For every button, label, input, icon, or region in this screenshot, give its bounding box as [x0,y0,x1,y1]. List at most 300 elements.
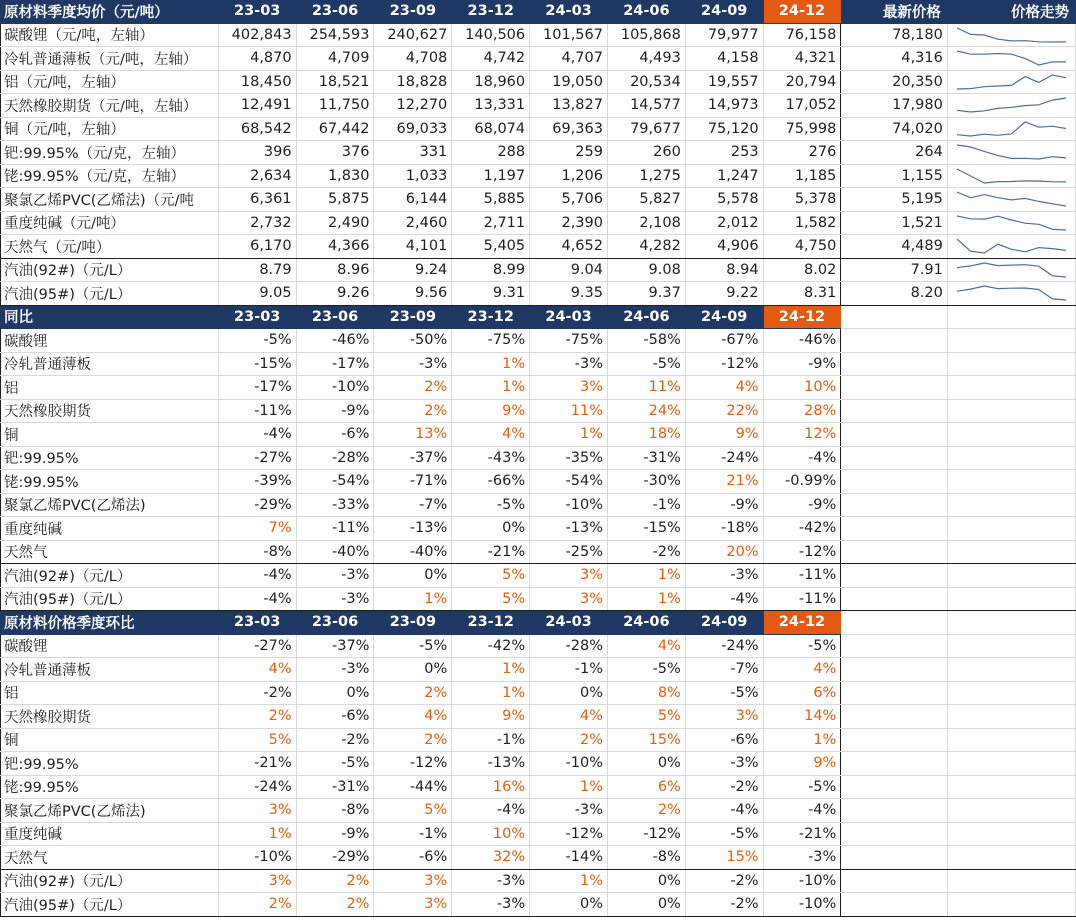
value-cell[interactable]: 2,732 [218,211,296,235]
value-cell[interactable]: 69,033 [374,117,452,141]
value-cell[interactable]: -11% [763,564,841,588]
value-cell[interactable]: -12% [685,352,763,376]
value-cell[interactable]: 1% [607,564,685,588]
value-cell[interactable]: -5% [452,493,530,517]
value-cell[interactable]: -12% [607,822,685,846]
value-cell[interactable]: 5,405 [452,235,530,259]
value-cell[interactable]: -14% [530,846,608,870]
price-trend-cell[interactable] [947,141,1075,165]
value-cell[interactable]: 0% [607,752,685,776]
latest-price-cell[interactable]: 1,521 [841,211,948,235]
value-cell[interactable]: 3% [218,799,296,823]
value-cell[interactable]: 2,460 [374,211,452,235]
value-cell[interactable]: -3% [374,352,452,376]
value-cell[interactable]: 0% [296,681,374,705]
value-cell[interactable]: -29% [296,846,374,870]
period-header[interactable]: 23-03 [218,611,296,635]
value-cell[interactable]: 0% [530,893,608,917]
row-label[interactable]: 冷轧普通薄板（元/吨，左轴） [1,47,219,71]
period-header[interactable]: 23-06 [296,305,374,329]
period-header[interactable]: 24-12 [763,611,841,635]
value-cell[interactable]: -21% [763,822,841,846]
value-cell[interactable]: 15% [607,728,685,752]
price-trend-cell[interactable] [947,258,1075,282]
value-cell[interactable]: -13% [374,517,452,541]
value-cell[interactable]: 4,652 [530,235,608,259]
row-label[interactable]: 碳酸锂 [1,634,219,658]
period-header[interactable]: 23-09 [374,305,452,329]
value-cell[interactable]: 0% [530,681,608,705]
value-cell[interactable]: 67,442 [296,117,374,141]
value-cell[interactable]: -1% [607,493,685,517]
value-cell[interactable]: -5% [763,634,841,658]
value-cell[interactable]: -3% [685,564,763,588]
value-cell[interactable]: -0.99% [763,470,841,494]
period-header[interactable]: 23-12 [452,611,530,635]
value-cell[interactable]: -42% [452,634,530,658]
empty-cell[interactable] [947,705,1075,729]
value-cell[interactable]: 5,578 [685,188,763,212]
value-cell[interactable]: 19,050 [530,70,608,94]
row-label[interactable]: 汽油(92#)（元/L） [1,564,219,588]
value-cell[interactable]: 4% [607,634,685,658]
value-cell[interactable]: -11% [296,517,374,541]
empty-cell[interactable] [841,305,948,329]
empty-cell[interactable] [841,681,948,705]
latest-price-cell[interactable]: 8.20 [841,282,948,306]
value-cell[interactable]: 259 [530,141,608,165]
row-label[interactable]: 聚氯乙烯PVC(乙烯法) [1,493,219,517]
row-label[interactable]: 汽油(95#)（元/L） [1,893,219,917]
value-cell[interactable]: 8.02 [763,258,841,282]
latest-price-header[interactable]: 最新价格 [841,0,948,23]
value-cell[interactable]: 1,830 [296,164,374,188]
value-cell[interactable]: 12,270 [374,94,452,118]
value-cell[interactable]: 5% [452,564,530,588]
value-cell[interactable]: -4% [685,587,763,611]
row-label[interactable]: 汽油(95#)（元/L） [1,587,219,611]
row-label[interactable]: 钯:99.95% [1,752,219,776]
value-cell[interactable]: -5% [763,775,841,799]
row-label[interactable]: 碳酸锂 [1,329,219,353]
value-cell[interactable]: -15% [218,352,296,376]
value-cell[interactable]: -15% [607,517,685,541]
empty-cell[interactable] [841,822,948,846]
value-cell[interactable]: 68,542 [218,117,296,141]
latest-price-cell[interactable]: 20,350 [841,70,948,94]
value-cell[interactable]: 2,634 [218,164,296,188]
value-cell[interactable]: -5% [607,352,685,376]
price-title[interactable]: 原材料季度均价（元/吨） [1,0,219,23]
row-label[interactable]: 铑:99.95%（元/克，左轴） [1,164,219,188]
value-cell[interactable]: -40% [296,540,374,564]
price-trend-cell[interactable] [947,117,1075,141]
value-cell[interactable]: 276 [763,141,841,165]
empty-cell[interactable] [841,493,948,517]
value-cell[interactable]: 5% [452,587,530,611]
empty-cell[interactable] [947,611,1075,635]
latest-price-cell[interactable]: 4,489 [841,235,948,259]
value-cell[interactable]: 69,363 [530,117,608,141]
value-cell[interactable]: -33% [296,493,374,517]
period-header[interactable]: 23-12 [452,0,530,23]
value-cell[interactable]: 1,185 [763,164,841,188]
value-cell[interactable]: -3% [296,587,374,611]
empty-cell[interactable] [841,564,948,588]
value-cell[interactable]: 22% [685,399,763,423]
value-cell[interactable]: -39% [218,470,296,494]
period-header[interactable]: 24-09 [685,305,763,329]
value-cell[interactable]: -6% [374,846,452,870]
value-cell[interactable]: 4,870 [218,47,296,71]
latest-price-cell[interactable]: 74,020 [841,117,948,141]
value-cell[interactable]: -8% [607,846,685,870]
value-cell[interactable]: -37% [296,634,374,658]
value-cell[interactable]: 2,108 [607,211,685,235]
value-cell[interactable]: -2% [685,869,763,893]
empty-cell[interactable] [841,611,948,635]
value-cell[interactable]: 4,101 [374,235,452,259]
value-cell[interactable]: -25% [530,540,608,564]
value-cell[interactable]: 5,885 [452,188,530,212]
value-cell[interactable]: 2% [218,893,296,917]
empty-cell[interactable] [841,893,948,917]
value-cell[interactable]: 9.37 [607,282,685,306]
empty-cell[interactable] [947,423,1075,447]
period-header[interactable]: 24-03 [530,305,608,329]
value-cell[interactable]: 5% [374,799,452,823]
value-cell[interactable]: 20,534 [607,70,685,94]
row-label[interactable]: 汽油(92#)（元/L） [1,869,219,893]
empty-cell[interactable] [947,329,1075,353]
period-header[interactable]: 24-06 [607,0,685,23]
empty-cell[interactable] [947,352,1075,376]
value-cell[interactable]: 9% [452,705,530,729]
value-cell[interactable]: 1% [452,658,530,682]
value-cell[interactable]: -2% [218,681,296,705]
value-cell[interactable]: 18,828 [374,70,452,94]
row-label[interactable]: 冷轧普通薄板 [1,352,219,376]
value-cell[interactable]: 9.56 [374,282,452,306]
period-header[interactable]: 24-06 [607,611,685,635]
value-cell[interactable]: 28% [763,399,841,423]
row-label[interactable]: 重度纯碱 [1,822,219,846]
empty-cell[interactable] [947,305,1075,329]
value-cell[interactable]: 3% [218,869,296,893]
value-cell[interactable]: 14,577 [607,94,685,118]
value-cell[interactable]: 9.35 [530,282,608,306]
value-cell[interactable]: -3% [685,752,763,776]
empty-cell[interactable] [841,799,948,823]
empty-cell[interactable] [947,564,1075,588]
value-cell[interactable]: 68,074 [452,117,530,141]
value-cell[interactable]: -3% [296,564,374,588]
row-label[interactable]: 聚氯乙烯PVC(乙烯法) [1,799,219,823]
value-cell[interactable]: -12% [763,540,841,564]
value-cell[interactable]: 8% [607,681,685,705]
row-label[interactable]: 天然气 [1,540,219,564]
value-cell[interactable]: 4,742 [452,47,530,71]
period-header[interactable]: 24-12 [763,0,841,23]
yoy-title[interactable]: 同比 [1,305,219,329]
empty-cell[interactable] [841,869,948,893]
empty-cell[interactable] [841,846,948,870]
value-cell[interactable]: -21% [452,540,530,564]
value-cell[interactable]: 2,012 [685,211,763,235]
row-label[interactable]: 天然橡胶期货 [1,705,219,729]
value-cell[interactable]: -1% [452,728,530,752]
empty-cell[interactable] [947,399,1075,423]
value-cell[interactable]: -6% [685,728,763,752]
row-label[interactable]: 铜 [1,423,219,447]
value-cell[interactable]: -9% [685,493,763,517]
price-trend-cell[interactable] [947,164,1075,188]
value-cell[interactable]: 11% [607,376,685,400]
value-cell[interactable]: 21% [685,470,763,494]
empty-cell[interactable] [947,681,1075,705]
value-cell[interactable]: 3% [530,564,608,588]
value-cell[interactable]: -2% [607,540,685,564]
value-cell[interactable]: -27% [218,446,296,470]
value-cell[interactable]: 75,998 [763,117,841,141]
latest-price-cell[interactable]: 264 [841,141,948,165]
value-cell[interactable]: -71% [374,470,452,494]
value-cell[interactable]: 9% [452,399,530,423]
value-cell[interactable]: 17,052 [763,94,841,118]
value-cell[interactable]: 5% [607,705,685,729]
value-cell[interactable]: 16% [452,775,530,799]
price-trend-cell[interactable] [947,47,1075,71]
row-label[interactable]: 重度纯碱（元/吨） [1,211,219,235]
value-cell[interactable]: -4% [218,564,296,588]
period-header[interactable]: 24-09 [685,611,763,635]
value-cell[interactable]: 76,158 [763,23,841,47]
value-cell[interactable]: 18% [607,423,685,447]
value-cell[interactable]: 18,450 [218,70,296,94]
empty-cell[interactable] [947,470,1075,494]
value-cell[interactable]: -7% [374,493,452,517]
value-cell[interactable]: -9% [296,822,374,846]
empty-cell[interactable] [841,376,948,400]
value-cell[interactable]: 5,875 [296,188,374,212]
value-cell[interactable]: -1% [530,658,608,682]
value-cell[interactable]: 9.31 [452,282,530,306]
period-header[interactable]: 23-06 [296,611,374,635]
value-cell[interactable]: 13,827 [530,94,608,118]
latest-price-cell[interactable]: 17,980 [841,94,948,118]
value-cell[interactable]: 14,973 [685,94,763,118]
value-cell[interactable]: -18% [685,517,763,541]
value-cell[interactable]: 2% [374,728,452,752]
value-cell[interactable]: 8.94 [685,258,763,282]
value-cell[interactable]: -4% [452,799,530,823]
value-cell[interactable]: 9% [763,752,841,776]
value-cell[interactable]: 12% [763,423,841,447]
value-cell[interactable]: -10% [530,493,608,517]
value-cell[interactable]: 4,493 [607,47,685,71]
value-cell[interactable]: -8% [218,540,296,564]
value-cell[interactable]: 240,627 [374,23,452,47]
value-cell[interactable]: -3% [452,893,530,917]
period-header[interactable]: 23-12 [452,305,530,329]
period-header[interactable]: 23-03 [218,305,296,329]
value-cell[interactable]: 20,794 [763,70,841,94]
empty-cell[interactable] [947,658,1075,682]
value-cell[interactable]: 75,120 [685,117,763,141]
empty-cell[interactable] [841,752,948,776]
value-cell[interactable]: 1% [218,822,296,846]
value-cell[interactable]: 0% [607,893,685,917]
empty-cell[interactable] [841,728,948,752]
row-label[interactable]: 碳酸锂（元/吨，左轴） [1,23,219,47]
value-cell[interactable]: 9.26 [296,282,374,306]
value-cell[interactable]: -2% [296,728,374,752]
value-cell[interactable]: 2,390 [530,211,608,235]
value-cell[interactable]: 79,677 [607,117,685,141]
value-cell[interactable]: 2,711 [452,211,530,235]
value-cell[interactable]: -17% [218,376,296,400]
value-cell[interactable]: -12% [374,752,452,776]
value-cell[interactable]: 3% [374,869,452,893]
value-cell[interactable]: -46% [763,329,841,353]
value-cell[interactable]: 1% [374,587,452,611]
value-cell[interactable]: 9.04 [530,258,608,282]
value-cell[interactable]: 11,750 [296,94,374,118]
value-cell[interactable]: 3% [530,376,608,400]
latest-price-cell[interactable]: 5,195 [841,188,948,212]
empty-cell[interactable] [841,423,948,447]
value-cell[interactable]: 1,033 [374,164,452,188]
empty-cell[interactable] [947,540,1075,564]
empty-cell[interactable] [841,775,948,799]
value-cell[interactable]: 1% [452,352,530,376]
value-cell[interactable]: 253 [685,141,763,165]
value-cell[interactable]: -54% [530,470,608,494]
value-cell[interactable]: -11% [763,587,841,611]
row-label[interactable]: 铝 [1,376,219,400]
price-trend-cell[interactable] [947,188,1075,212]
value-cell[interactable]: 10% [452,822,530,846]
value-cell[interactable]: -58% [607,329,685,353]
value-cell[interactable]: 1% [452,376,530,400]
period-header[interactable]: 24-06 [607,305,685,329]
row-label[interactable]: 汽油(92#)（元/L） [1,258,219,282]
value-cell[interactable]: 2% [607,799,685,823]
latest-price-cell[interactable]: 7.91 [841,258,948,282]
value-cell[interactable]: 32% [452,846,530,870]
row-label[interactable]: 铝（元/吨，左轴） [1,70,219,94]
row-label[interactable]: 钯:99.95% [1,446,219,470]
value-cell[interactable]: -1% [374,822,452,846]
value-cell[interactable]: -43% [452,446,530,470]
empty-cell[interactable] [841,446,948,470]
value-cell[interactable]: -66% [452,470,530,494]
empty-cell[interactable] [841,470,948,494]
value-cell[interactable]: -13% [530,517,608,541]
value-cell[interactable]: 1% [530,775,608,799]
value-cell[interactable]: -24% [685,446,763,470]
value-cell[interactable]: 1% [763,728,841,752]
value-cell[interactable]: -75% [452,329,530,353]
value-cell[interactable]: 6% [607,775,685,799]
value-cell[interactable]: 9.08 [607,258,685,282]
value-cell[interactable]: -30% [607,470,685,494]
value-cell[interactable]: 15% [685,846,763,870]
value-cell[interactable]: 1,197 [452,164,530,188]
value-cell[interactable]: 3% [530,587,608,611]
value-cell[interactable]: 6,170 [218,235,296,259]
period-header[interactable]: 23-09 [374,0,452,23]
value-cell[interactable]: -2% [685,775,763,799]
value-cell[interactable]: 4,707 [530,47,608,71]
value-cell[interactable]: -40% [374,540,452,564]
row-label[interactable]: 天然气（元/吨） [1,235,219,259]
value-cell[interactable]: 2% [374,376,452,400]
value-cell[interactable]: -10% [296,376,374,400]
value-cell[interactable]: 254,593 [296,23,374,47]
value-cell[interactable]: 4,709 [296,47,374,71]
value-cell[interactable]: -44% [374,775,452,799]
value-cell[interactable]: 24% [607,399,685,423]
row-label[interactable]: 钯:99.95%（元/克，左轴） [1,141,219,165]
value-cell[interactable]: 4,321 [763,47,841,71]
value-cell[interactable]: -3% [296,658,374,682]
value-cell[interactable]: 4% [374,705,452,729]
value-cell[interactable]: 0% [374,564,452,588]
row-label[interactable]: 铜 [1,728,219,752]
period-header[interactable]: 23-03 [218,0,296,23]
value-cell[interactable]: 9.22 [685,282,763,306]
empty-cell[interactable] [841,658,948,682]
value-cell[interactable]: -6% [296,423,374,447]
empty-cell[interactable] [841,540,948,564]
value-cell[interactable]: -2% [685,893,763,917]
value-cell[interactable]: 8.31 [763,282,841,306]
value-cell[interactable]: 11% [530,399,608,423]
value-cell[interactable]: 4% [530,705,608,729]
value-cell[interactable]: 101,567 [530,23,608,47]
period-header[interactable]: 24-09 [685,0,763,23]
value-cell[interactable]: 2% [296,869,374,893]
latest-price-cell[interactable]: 4,316 [841,47,948,71]
value-cell[interactable]: 4% [685,376,763,400]
value-cell[interactable]: 4% [452,423,530,447]
price-trend-cell[interactable] [947,70,1075,94]
value-cell[interactable]: 20% [685,540,763,564]
value-cell[interactable]: 18,960 [452,70,530,94]
value-cell[interactable]: -3% [763,846,841,870]
empty-cell[interactable] [841,399,948,423]
price-trend-cell[interactable] [947,282,1075,306]
value-cell[interactable]: -4% [685,799,763,823]
value-cell[interactable]: -37% [374,446,452,470]
empty-cell[interactable] [841,587,948,611]
value-cell[interactable]: 8.96 [296,258,374,282]
empty-cell[interactable] [947,822,1075,846]
value-cell[interactable]: -24% [685,634,763,658]
value-cell[interactable]: 4,282 [607,235,685,259]
value-cell[interactable]: 396 [218,141,296,165]
value-cell[interactable]: -67% [685,329,763,353]
price-trend-cell[interactable] [947,94,1075,118]
row-label[interactable]: 聚氯乙烯PVC(乙烯法)（元/吨 [1,188,219,212]
value-cell[interactable]: -9% [763,352,841,376]
value-cell[interactable]: -42% [763,517,841,541]
value-cell[interactable]: -27% [218,634,296,658]
value-cell[interactable]: -3% [530,352,608,376]
price-trend-cell[interactable] [947,211,1075,235]
value-cell[interactable]: 14% [763,705,841,729]
